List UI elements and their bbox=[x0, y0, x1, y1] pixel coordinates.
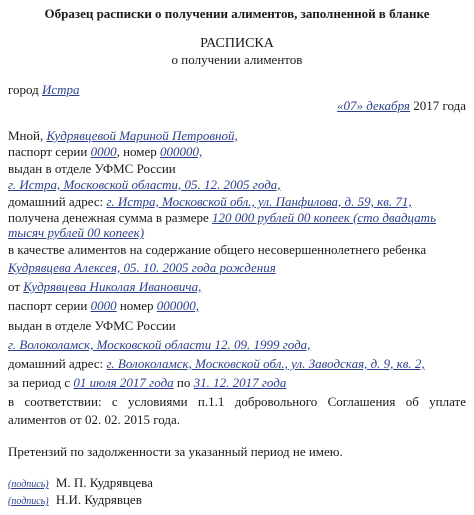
receiver-issued-detail: г. Истра, Московской области, 05. 12. 2005 года, bbox=[8, 177, 281, 192]
payer-passport-series-label: паспорт серии bbox=[8, 298, 88, 313]
amount-value-continued: тысяч рублей 00 копеек) bbox=[8, 225, 145, 240]
payer-issued-value bbox=[8, 337, 310, 353]
passport-series-label: паспорт серии bbox=[8, 144, 88, 159]
period-line bbox=[8, 375, 286, 391]
payer-passport-number: 000000, bbox=[156, 298, 200, 313]
document-subtitle: о получении алиментов bbox=[171, 52, 303, 67]
signature-payer bbox=[8, 492, 142, 510]
document-heading: Образец расписки о получении алиментов, заполненной в бланке bbox=[44, 6, 430, 21]
payer-passport-line bbox=[8, 298, 199, 314]
payer-address-label: домашний адрес: bbox=[8, 356, 104, 371]
city-label: город bbox=[8, 82, 39, 97]
child-line bbox=[8, 260, 276, 276]
amount-value: 120 000 рублей 00 копеек (сто двадцать bbox=[212, 210, 436, 225]
payer-name: Кудрявцева Николая Ивановича, bbox=[23, 279, 202, 294]
receiver-passport-line bbox=[8, 144, 202, 160]
period-from: 01 июля 2017 года bbox=[73, 375, 174, 390]
payer-passport-number-label: номер bbox=[119, 298, 154, 313]
receiver-line bbox=[8, 128, 238, 144]
city-line bbox=[8, 82, 80, 98]
amount-label: получена денежная сумма в размере bbox=[8, 210, 209, 225]
receiver-address-line bbox=[8, 194, 412, 210]
address-label: домашний адрес: bbox=[8, 194, 104, 209]
document-title: РАСПИСКА bbox=[200, 36, 274, 51]
signature-tag: (подпись) bbox=[8, 496, 49, 507]
period-to-label: по bbox=[176, 375, 191, 390]
period-to: 31. 12. 2017 года bbox=[193, 375, 287, 390]
child-name: Кудрявцева Алексея, 05. 10. 2005 года рождения bbox=[8, 260, 276, 275]
city-value: Истра bbox=[42, 82, 80, 97]
passport-series: 0000 bbox=[90, 144, 117, 159]
payer-issued-line: выдан в отделе УФМС России bbox=[8, 318, 176, 333]
passport-number-label: , номер bbox=[116, 144, 157, 159]
signature-name: Н.И. Кудрявцев bbox=[55, 492, 142, 507]
payer-label: от bbox=[8, 279, 21, 294]
date-year: 2017 года bbox=[413, 98, 466, 113]
claims-line: Претензий по задолженности за указанный период не имею. bbox=[8, 444, 343, 459]
agreement-line-2: алиментов от 02. 02. 2015 года. bbox=[8, 412, 180, 427]
date-line bbox=[337, 98, 466, 114]
payer-passport-series: 0000 bbox=[90, 298, 117, 313]
payer-issued-detail: г. Волоколамск, Московской области 12. 09. 1999 года, bbox=[8, 337, 311, 352]
signature-tag: (подпись) bbox=[8, 479, 49, 490]
date-day: «07» декабря bbox=[337, 98, 410, 113]
signature-receiver bbox=[8, 475, 153, 493]
receiver-address: г. Истра, Московской обл., ул. Панфилова, д. 59, кв. 71, bbox=[106, 194, 412, 209]
payer-line bbox=[8, 279, 201, 295]
period-from-label: за период с bbox=[8, 375, 71, 390]
passport-number: 000000, bbox=[160, 144, 203, 159]
receiver-label: Мной, bbox=[8, 128, 44, 143]
receiver-issued-line: выдан в отделе УФМС России bbox=[8, 161, 176, 176]
payer-address-line bbox=[8, 356, 425, 372]
purpose-line: в качестве алиментов на содержание общего несовершеннолетнего ребенка bbox=[8, 242, 427, 257]
receiver-issued-value bbox=[8, 177, 281, 193]
amount-line bbox=[8, 210, 436, 226]
agreement-line: в соответствии: с условиями п.1.1 добровольного Соглашения об уплате bbox=[8, 394, 466, 409]
signature-name: М. П. Кудрявцева bbox=[55, 475, 153, 490]
receiver-name: Кудрявцевой Мариной Петровной, bbox=[46, 128, 238, 143]
amount-line-2 bbox=[8, 225, 144, 241]
payer-address: г. Волоколамск, Московской обл., ул. Заводская, д. 9, кв. 2, bbox=[106, 356, 425, 371]
